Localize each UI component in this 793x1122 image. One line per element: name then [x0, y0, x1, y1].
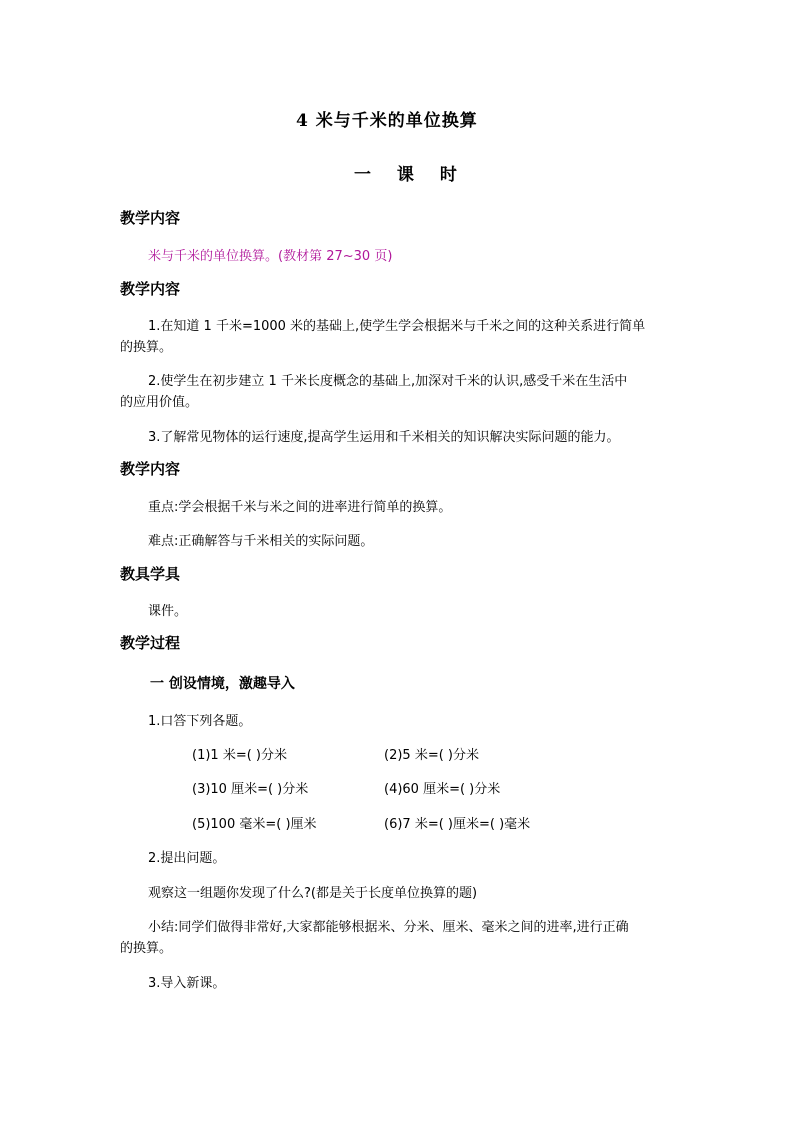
- section-heading-process: 教学过程: [120, 634, 181, 652]
- goal-1-line-2: 的换算。: [120, 340, 173, 355]
- question-3: (3)10 厘米=( )分米: [192, 782, 309, 797]
- question-4: (4)60 厘米=( )分米: [384, 782, 501, 797]
- goal-1-line-1: 1.在知道 1 千米=1000 米的基础上,使学生学会根据米与千米之间的这种关系进行简单: [148, 319, 646, 334]
- intro-new-lesson: 3.导入新课。: [148, 976, 226, 991]
- goal-2-line-2: 的应用价值。: [120, 395, 199, 410]
- question-2: (2)5 米=( )分米: [384, 748, 479, 763]
- lesson-subtitle: 一 课 时: [354, 165, 467, 185]
- question-intro: 1.口答下列各题。: [148, 714, 252, 729]
- question-6: (6)7 米=( )厘米=( )毫米: [384, 817, 531, 832]
- focus-difficult-point: 难点:正确解答与千米相关的实际问题。: [148, 534, 374, 549]
- document-title: 4 米与千米的单位换算: [296, 111, 478, 131]
- goal-3: 3.了解常见物体的运行速度,提高学生运用和千米相关的知识解决实际问题的能力。: [148, 430, 620, 445]
- section-heading-focus: 教学内容: [120, 460, 181, 478]
- goal-2-line-1: 2.使学生在初步建立 1 千米长度概念的基础上,加深对千米的认识,感受千米在生活中: [148, 374, 628, 389]
- section-heading-content: 教学内容: [120, 209, 181, 227]
- observe-text: 观察这一组题你发现了什么?(都是关于长度单位换算的题): [148, 886, 478, 901]
- content-text: 米与千米的单位换算。(教材第 27~30 页): [148, 249, 393, 264]
- summary-line-1: 小结:同学们做得非常好,大家都能够根据米、分米、厘米、毫米之间的进率,进行正确: [148, 920, 629, 935]
- question-1: (1)1 米=( )分米: [192, 748, 287, 763]
- tools-text: 课件。: [148, 604, 188, 619]
- ask-question: 2.提出问题。: [148, 851, 226, 866]
- summary-line-2: 的换算。: [120, 941, 173, 956]
- section-heading-tools: 教具学具: [120, 565, 181, 583]
- focus-key-point: 重点:学会根据千米与米之间的进率进行简单的换算。: [148, 500, 452, 515]
- question-5: (5)100 毫米=( )厘米: [192, 817, 317, 832]
- step-1-heading: 一 创设情境，激趣导入: [150, 676, 295, 692]
- section-heading-goals: 教学内容: [120, 280, 181, 298]
